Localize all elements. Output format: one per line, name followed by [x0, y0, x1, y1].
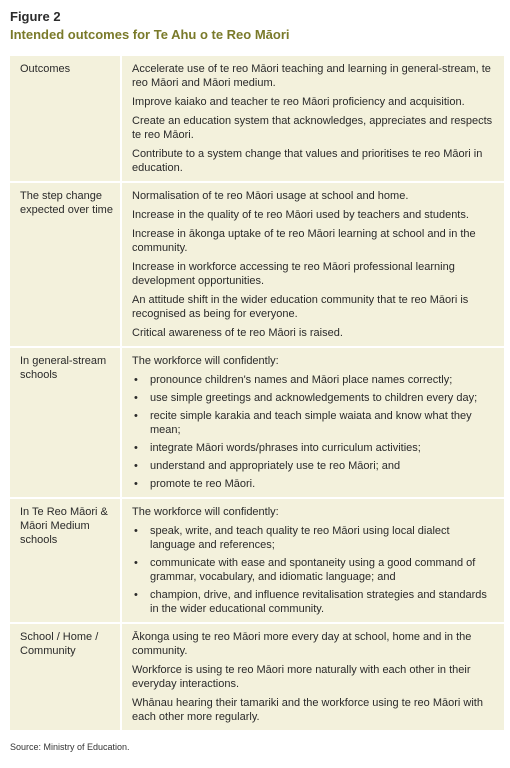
outcomes-table [10, 56, 504, 730]
intro-text: The workforce will confidently: [132, 355, 279, 367]
row-content [122, 624, 504, 730]
row-heading: School / Home / Community [10, 624, 122, 730]
row-content [122, 348, 504, 497]
paragraph: Increase in workforce accessing te reo Māori professional learning development opportunities. [132, 261, 455, 287]
table-row-general-stream [10, 348, 504, 499]
list-item: • speak, write, and teach quality te reo Māori using local dialect language and references; [132, 524, 494, 552]
list-item: • communicate with ease and spontaneity using a good command of grammar, vocabulary, and idiomatic language; and [132, 556, 494, 584]
list-item: • understand and appropriately use te reo Māori; and [132, 459, 494, 473]
source-note: Source: Ministry of Education. [10, 742, 130, 752]
paragraph: Improve kaiako and teacher te reo Māori proficiency and acquisition. [132, 96, 465, 108]
row-heading: Outcomes [10, 56, 122, 181]
paragraph: Increase in ākonga uptake of te reo Māori learning at school and in the community. [132, 228, 476, 254]
paragraph: Increase in the quality of te reo Māori used by teachers and students. [132, 209, 469, 221]
list-item: • promote te reo Māori. [132, 477, 494, 491]
table-row-step-change [10, 183, 504, 348]
figure-label: Figure 2 [10, 9, 61, 24]
paragraph: Create an education system that acknowledges, appreciates and respects te reo Māori. [132, 115, 493, 141]
intro-text: The workforce will confidently: [132, 506, 279, 518]
table-row-maori-medium [10, 499, 504, 624]
paragraph: Critical awareness of te reo Māori is raised. [132, 327, 343, 339]
paragraph: An attitude shift in the wider education community that te reo Māori is recognised as being for everyone. [132, 294, 469, 320]
paragraph: Whānau hearing their tamariki and the workforce using te reo Māori with each other more regularly. [132, 697, 483, 723]
paragraph: Workforce is using te reo Māori more naturally with each other in their everyday interactions. [132, 664, 471, 690]
list-item: • use simple greetings and acknowledgements to children every day; [132, 391, 494, 405]
paragraph: Contribute to a system change that values and prioritises te reo Māori in education. [132, 148, 483, 174]
row-content [122, 183, 504, 346]
list-item: • champion, drive, and influence revitalisation strategies and standards in the wider educational community. [132, 588, 494, 616]
row-heading: In Te Reo Māori & Māori Medium schools [10, 499, 122, 622]
list-item: • pronounce children's names and Māori place names correctly; [132, 373, 494, 387]
table-row-school-home-community [10, 624, 504, 730]
figure-title: Intended outcomes for Te Ahu o te Reo Māori [10, 27, 290, 42]
paragraph: Accelerate use of te reo Māori teaching and learning in general-stream, te reo Māori and Māori medium. [132, 63, 491, 89]
paragraph: Ākonga using te reo Māori more every day at school, home and in the community. [132, 631, 472, 657]
list-item: • integrate Māori words/phrases into curriculum activities; [132, 441, 494, 455]
table-row-outcomes [10, 56, 504, 183]
row-content [122, 56, 504, 181]
bullet-list [132, 373, 494, 491]
row-heading: In general-stream schools [10, 348, 122, 497]
row-heading: The step change expected over time [10, 183, 122, 346]
bullet-list [132, 524, 494, 616]
row-content [122, 499, 504, 622]
paragraph: Normalisation of te reo Māori usage at school and home. [132, 190, 409, 202]
list-item: • recite simple karakia and teach simple waiata and know what they mean; [132, 409, 494, 437]
